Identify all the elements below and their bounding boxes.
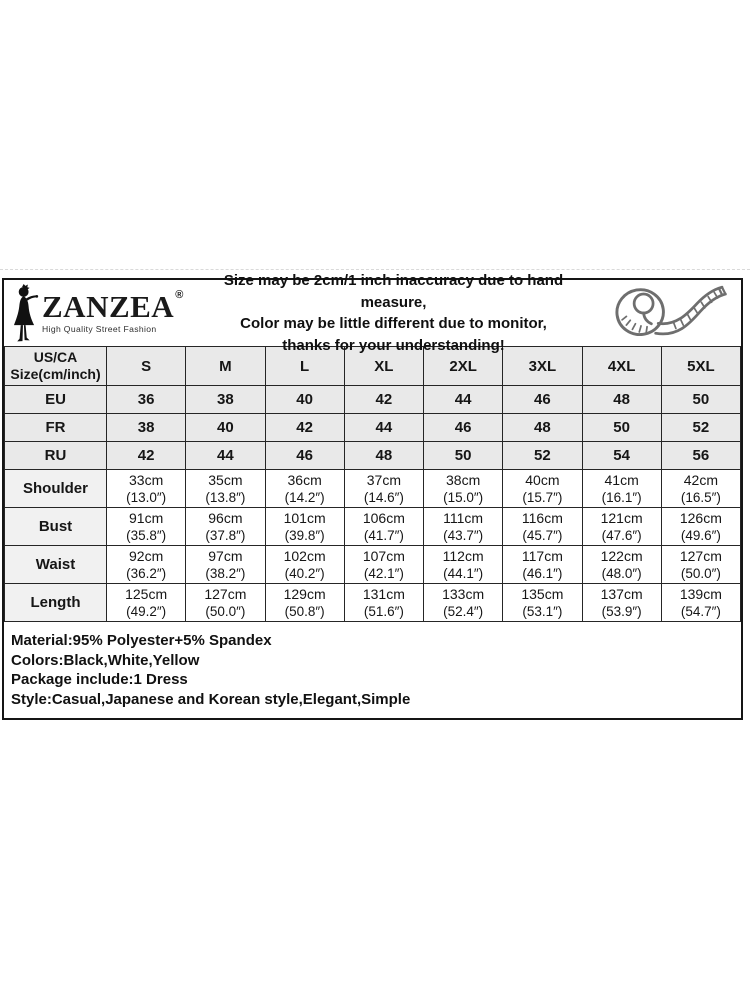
size-value-cell: 42 <box>265 414 344 442</box>
size-value-cell: 52 <box>661 414 740 442</box>
measurement-cell <box>582 584 661 622</box>
measurement-cell <box>265 584 344 622</box>
measurement-cm: 40cm <box>525 472 560 488</box>
size-value-cell: 50 <box>582 414 661 442</box>
measurement-cm: 135cm <box>521 586 564 602</box>
woman-silhouette-icon <box>10 283 40 343</box>
measurement-cell <box>424 546 503 584</box>
measurement-cell <box>186 584 265 622</box>
measurement-cm: 35cm <box>208 472 243 488</box>
measurement-cm: 122cm <box>600 548 643 564</box>
measurement-cm: 42cm <box>683 472 718 488</box>
measurement-cm: 33cm <box>129 472 164 488</box>
measurement-cell <box>344 508 423 546</box>
measurement-cm: 112cm <box>442 548 484 564</box>
column-header-l: L <box>265 347 344 386</box>
registered-trademark: ® <box>175 288 184 301</box>
measurement-inch: (48.0″) <box>601 566 642 581</box>
measurement-cell <box>265 546 344 584</box>
column-header-3xl: 3XL <box>503 347 582 386</box>
measurement-cell <box>424 508 503 546</box>
row-label-bust: Bust <box>5 508 107 546</box>
size-value-cell: 48 <box>582 386 661 414</box>
size-disclaimer <box>192 270 595 356</box>
measurement-cm: 97cm <box>208 548 243 564</box>
measurement-inch: (45.7″) <box>522 528 563 543</box>
brand-logo <box>6 283 192 343</box>
measurement-cell <box>107 546 186 584</box>
measurement-cm: 36cm <box>287 472 322 488</box>
measurement-inch: (40.2″) <box>284 566 325 581</box>
measurement-cm: 91cm <box>129 510 164 526</box>
measurement-cm: 92cm <box>129 548 164 564</box>
panel-header <box>4 272 741 354</box>
tape-measure-icon <box>595 282 737 344</box>
size-value-cell: 42 <box>107 442 186 470</box>
row-label-shoulder: Shoulder <box>5 470 107 508</box>
measurement-inch: (51.6″) <box>363 604 404 619</box>
measurement-inch: (53.9″) <box>601 604 642 619</box>
measurement-cell <box>503 546 582 584</box>
brand-tagline: High Quality Street Fashion <box>42 324 157 335</box>
measurement-inch: (13.0″) <box>126 490 167 505</box>
measurement-cell <box>503 584 582 622</box>
measurement-cell <box>661 470 740 508</box>
size-value-cell: 46 <box>265 442 344 470</box>
measurement-cm: 106cm <box>362 510 405 526</box>
measurement-inch: (52.4″) <box>443 604 484 619</box>
measurement-cm: 121cm <box>600 510 643 526</box>
measurement-inch: (16.1″) <box>601 490 642 505</box>
measurement-cell <box>107 508 186 546</box>
measurement-cell <box>186 508 265 546</box>
measurement-cell <box>344 470 423 508</box>
material-line: Material:95% Polyester+5% Spandex <box>11 632 272 649</box>
measurement-cell <box>582 508 661 546</box>
measurement-cm: 107cm <box>362 548 405 564</box>
brand-name: ZANZEA <box>42 288 175 324</box>
measurement-inch: (15.7″) <box>522 490 563 505</box>
measurement-cm: 38cm <box>446 472 481 488</box>
measurement-cell <box>344 546 423 584</box>
row-label-ru: RU <box>5 442 107 470</box>
measurement-cm: 116cm <box>521 510 563 526</box>
measurement-cell <box>265 508 344 546</box>
measurement-inch: (50.8″) <box>284 604 325 619</box>
column-header-2xl: 2XL <box>424 347 503 386</box>
measurement-inch: (39.8″) <box>284 528 325 543</box>
size-value-cell: 52 <box>503 442 582 470</box>
column-header-xl: XL <box>344 347 423 386</box>
size-value-cell: 40 <box>186 414 265 442</box>
measurement-cell <box>424 584 503 622</box>
size-value-cell: 42 <box>344 386 423 414</box>
measurement-inch: (44.1″) <box>443 566 484 581</box>
size-value-cell: 50 <box>424 442 503 470</box>
size-row-fr <box>5 414 741 442</box>
measurement-cm: 111cm <box>443 510 484 526</box>
measurement-inch: (35.8″) <box>126 528 167 543</box>
column-header-5xl: 5XL <box>661 347 740 386</box>
measurement-inch: (43.7″) <box>443 528 484 543</box>
measurement-cm: 127cm <box>204 586 247 602</box>
disclaimer-line: thanks for your understanding! <box>282 336 505 354</box>
measurement-cm: 101cm <box>283 510 326 526</box>
measurement-inch: (47.6″) <box>601 528 642 543</box>
measurement-inch: (16.5″) <box>680 490 721 505</box>
size-value-cell: 38 <box>186 386 265 414</box>
size-value-cell: 36 <box>107 386 186 414</box>
size-value-cell: 50 <box>661 386 740 414</box>
measurement-cm: 137cm <box>600 586 643 602</box>
size-value-cell: 46 <box>424 414 503 442</box>
size-value-cell: 48 <box>503 414 582 442</box>
measurement-cell <box>265 470 344 508</box>
size-chart-panel <box>2 272 743 720</box>
size-value-cell: 44 <box>424 386 503 414</box>
corner-label: US/CA <box>33 349 78 365</box>
column-header-s: S <box>107 347 186 386</box>
measurement-inch: (53.1″) <box>522 604 563 619</box>
measurement-row-waist <box>5 546 741 584</box>
size-value-cell: 44 <box>344 414 423 442</box>
size-row-ru <box>5 442 741 470</box>
measurement-cm: 133cm <box>442 586 485 602</box>
measurement-cm: 96cm <box>208 510 243 526</box>
size-value-cell: 54 <box>582 442 661 470</box>
size-value-cell: 56 <box>661 442 740 470</box>
measurement-inch: (41.7″) <box>363 528 404 543</box>
measurement-inch: (13.8″) <box>205 490 246 505</box>
row-label-eu: EU <box>5 386 107 414</box>
size-value-cell: 48 <box>344 442 423 470</box>
row-label-length: Length <box>5 584 107 622</box>
disclaimer-line: Size may be 2cm/1 inch inaccuracy due to hand measure, <box>223 272 564 311</box>
measurement-cell <box>582 470 661 508</box>
measurement-cm: 127cm <box>679 548 722 564</box>
measurement-cm: 41cm <box>604 472 639 488</box>
measurement-cell <box>503 470 582 508</box>
measurement-cm: 37cm <box>366 472 401 488</box>
row-label-fr: FR <box>5 414 107 442</box>
measurement-row-length <box>5 584 741 622</box>
row-label-waist: Waist <box>5 546 107 584</box>
measurement-inch: (14.6″) <box>363 490 404 505</box>
measurement-cell <box>424 470 503 508</box>
measurement-cell <box>107 584 186 622</box>
measurement-cell <box>503 508 582 546</box>
size-value-cell: 38 <box>107 414 186 442</box>
measurement-cm: 139cm <box>679 586 722 602</box>
size-value-cell: 44 <box>186 442 265 470</box>
corner-header-cell <box>5 347 107 386</box>
measurement-inch: (54.7″) <box>680 604 721 619</box>
disclaimer-line: Color may be little different due to monitor, <box>240 315 547 332</box>
measurement-cell <box>107 470 186 508</box>
measurement-cm: 125cm <box>125 586 168 602</box>
measurement-cell <box>186 546 265 584</box>
size-chart-table <box>4 346 741 622</box>
measurement-cm: 126cm <box>679 510 722 526</box>
measurement-cm: 117cm <box>521 548 563 564</box>
measurement-inch: (36.2″) <box>126 566 167 581</box>
measurement-inch: (15.0″) <box>443 490 484 505</box>
measurement-cell <box>661 584 740 622</box>
measurement-inch: (38.2″) <box>205 566 246 581</box>
measurement-cell <box>186 470 265 508</box>
measurement-cm: 102cm <box>283 548 326 564</box>
style-line: Style:Casual,Japanese and Korean style,Elegant,Simple <box>11 690 411 708</box>
size-row-eu <box>5 386 741 414</box>
measurement-cell <box>344 584 423 622</box>
measurement-cell <box>661 546 740 584</box>
column-header-m: M <box>186 347 265 386</box>
measurement-inch: (50.0″) <box>680 566 721 581</box>
product-details <box>4 622 741 718</box>
size-value-cell: 40 <box>265 386 344 414</box>
measurement-cell <box>661 508 740 546</box>
package-line: Package include:1 Dress <box>11 671 188 688</box>
measurement-row-bust <box>5 508 741 546</box>
measurement-inch: (14.2″) <box>284 490 325 505</box>
measurement-cm: 131cm <box>362 586 405 602</box>
measurement-inch: (49.6″) <box>680 528 721 543</box>
measurement-cm: 129cm <box>283 586 326 602</box>
colors-line: Colors:Black,White,Yellow <box>11 651 200 669</box>
column-header-4xl: 4XL <box>582 347 661 386</box>
corner-label: Size(cm/inch) <box>10 366 101 382</box>
measurement-inch: (46.1″) <box>522 566 563 581</box>
brand-text <box>42 288 184 335</box>
size-value-cell: 46 <box>503 386 582 414</box>
measurement-row-shoulder <box>5 470 741 508</box>
measurement-inch: (42.1″) <box>363 566 404 581</box>
measurement-inch: (37.8″) <box>205 528 246 543</box>
measurement-inch: (49.2″) <box>126 604 167 619</box>
measurement-inch: (50.0″) <box>205 604 246 619</box>
measurement-cell <box>582 546 661 584</box>
